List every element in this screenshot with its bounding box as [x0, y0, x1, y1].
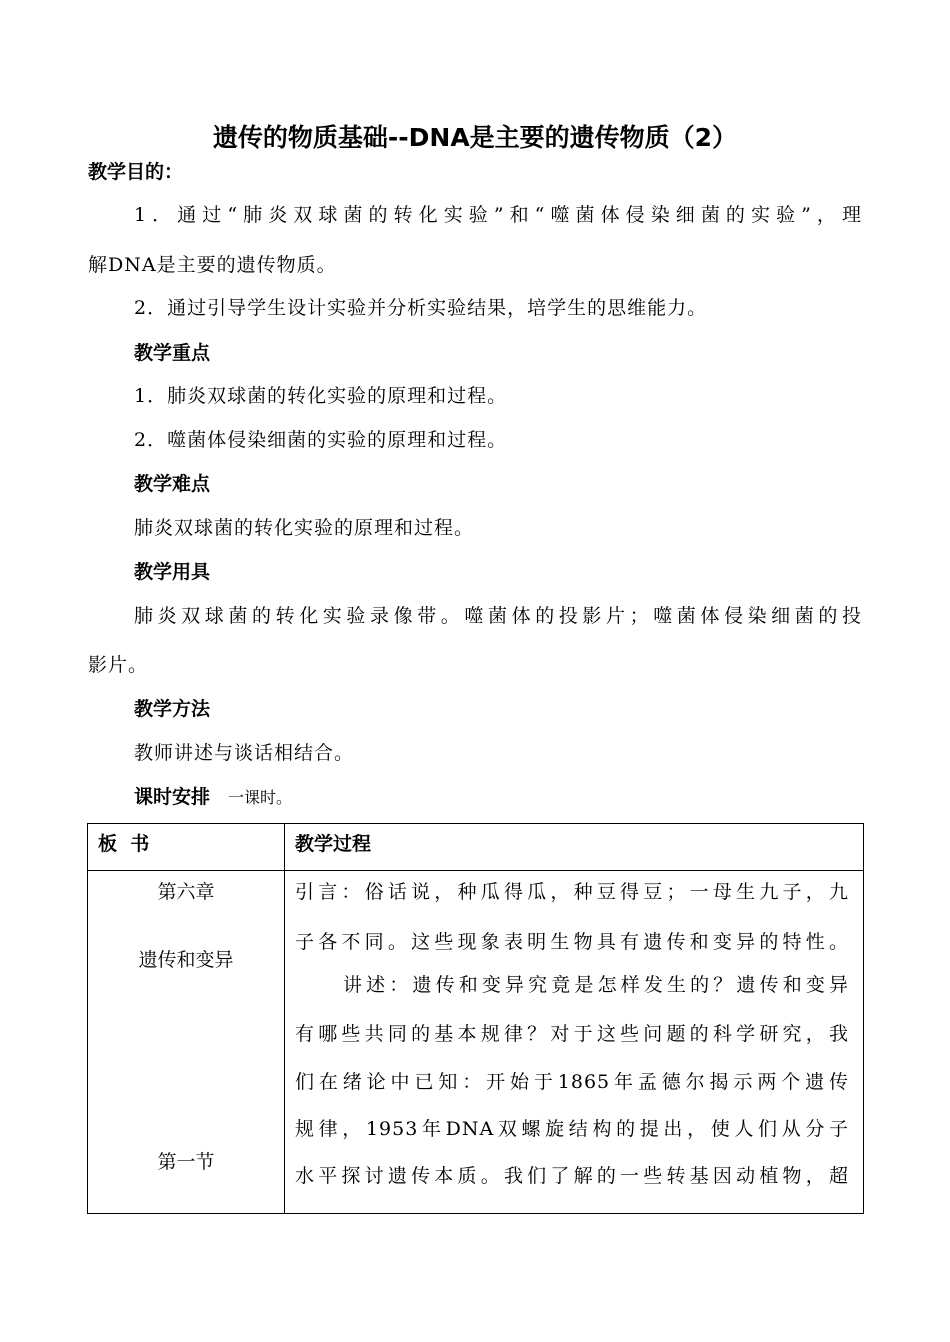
schedule-text: 一课时。 — [228, 788, 293, 807]
difficulties-heading: 教学难点 — [134, 473, 211, 495]
schedule-heading: 课时安排 — [134, 786, 211, 808]
key-point-2: 2．噬菌体侵染细菌的实验的原理和过程。 — [134, 429, 508, 451]
tools-line-1: 肺炎双球菌的转化实验录像带。噬菌体的投影片；噬菌体侵染细菌的投 — [134, 605, 862, 627]
table-header-row — [88, 824, 864, 871]
objective-1-line-2: 解DNA是主要的遗传物质。 — [88, 254, 337, 276]
key-point-1: 1．肺炎双球菌的转化实验的原理和过程。 — [134, 385, 508, 407]
process-line: 引言：俗话说，种瓜得瓜，种豆得豆；一母生九子，九 — [295, 881, 849, 903]
table-body-row — [88, 871, 864, 1214]
objective-2: 2．通过引导学生设计实验并分析实验结果，培学生的思维能力。 — [134, 297, 708, 319]
board-chapter: 第六章 — [157, 881, 215, 903]
board-cell — [88, 871, 285, 1214]
method-heading: 教学方法 — [134, 698, 211, 720]
board-chapter-title: 遗传和变异 — [138, 949, 234, 971]
difficulties-text: 肺炎双球菌的转化实验的原理和过程。 — [134, 517, 475, 539]
process-header: 教学过程 — [295, 833, 372, 855]
board-section: 第一节 — [157, 1151, 215, 1173]
objective-1-line-1: 1．通过“肺炎双球菌的转化实验”和“噬菌体侵染细菌的实验”，理 — [134, 204, 862, 226]
process-line: 们在绪论中已知：开始于1865年孟德尔揭示两个遗传 — [295, 1071, 849, 1093]
process-line: 水平探讨遗传本质。我们了解的一些转基因动植物，超 — [295, 1165, 849, 1187]
objectives-heading: 教学目的： — [88, 161, 184, 183]
key-points-heading: 教学重点 — [134, 342, 211, 364]
schedule-row — [134, 782, 292, 809]
process-header-cell — [285, 824, 864, 871]
process-line: 子各不同。这些现象表明生物具有遗传和变异的特性。 — [295, 931, 849, 953]
board-header-cell — [88, 824, 285, 871]
process-line: 规律，1953年DNA双螺旋结构的提出，使人们从分子 — [295, 1118, 849, 1140]
process-line: 有哪些共同的基本规律？对于这些问题的科学研究，我 — [295, 1023, 849, 1045]
method-text: 教师讲述与谈话相结合。 — [134, 742, 355, 764]
tools-line-2: 影片。 — [88, 654, 149, 676]
lesson-table — [87, 823, 864, 1214]
tools-heading: 教学用具 — [134, 561, 211, 583]
board-header: 板 书 — [98, 833, 150, 855]
process-line: 讲述：遗传和变异究竟是怎样发生的？遗传和变异 — [343, 974, 849, 996]
process-cell — [285, 871, 864, 1214]
document-title: 遗传的物质基础--DNA是主要的遗传物质（2） — [212, 123, 738, 152]
